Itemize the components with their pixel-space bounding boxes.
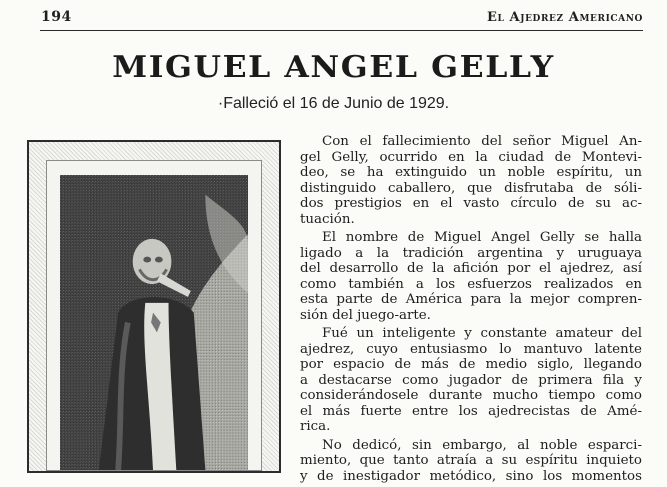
paragraph-1	[300, 134, 642, 227]
paragraph-3	[300, 326, 642, 435]
text-line: gel Gelly, ocurrido en la ciudad de Montevi-	[300, 149, 642, 165]
text-line: a destacarse como jugador de primera fila y	[300, 372, 642, 388]
running-title: El Ajedrez Americano	[486, 10, 643, 25]
text-line: Con el fallecimiento del señor Miguel An-	[322, 134, 642, 149]
text-line: distinguido caballero, que disfrutaba de sóli-	[300, 180, 642, 196]
paragraph-4	[300, 438, 642, 485]
text-line: miento, que tanto atraía a su espíritu inquieto	[300, 453, 642, 468]
text-line: dos prestigios en el vasto círculo de su ac-	[300, 196, 642, 211]
text-line: por espacio de más de medio siglo, llegando	[300, 357, 642, 372]
text-line: tuación.	[300, 211, 355, 227]
paragraph-2	[300, 230, 642, 323]
text-line: Fué un inteligente y constante amateur del	[322, 326, 642, 341]
text-line: No dedicó, sin embargo, al noble esparci-	[322, 437, 642, 453]
portrait-mat	[46, 160, 262, 471]
article-subtitle: ·Falleció el 16 de Junio de 1929.	[217, 95, 450, 112]
portrait-photo-icon	[60, 175, 248, 470]
text-line: ligado a la tradición argentina y uruguaya	[300, 245, 642, 261]
text-line: esta parte de América para la mejor compren-	[300, 292, 642, 307]
text-line: el más fuerte entre los ajedrecistas de Amé-	[300, 403, 642, 419]
text-line: del desarrollo de la afición por el ajedrez, así	[300, 261, 642, 276]
page-number: 194	[41, 9, 72, 25]
text-line: El nombre de Miguel Angel Gelly se halla	[322, 230, 642, 245]
text-line: rica.	[300, 419, 331, 434]
article-body	[300, 134, 642, 487]
text-line: y de inestigador metódico, sino los momentos	[300, 468, 642, 484]
text-line: sión del juego-arte.	[300, 307, 431, 323]
text-line: deo, se ha extinguido un noble espíritu, un	[300, 165, 642, 180]
article-title: MIGUEL ANGEL GELLY	[112, 50, 555, 85]
text-line: considerándosele durante mucho tiempo como	[300, 388, 642, 403]
text-line: como también a los esfuerzos realizados en	[300, 276, 642, 292]
portrait-illustration	[60, 175, 248, 470]
text-line: ajedrez, cuyo entusiasmo lo mantuvo latente	[300, 341, 642, 357]
header-rule	[40, 30, 643, 31]
portrait-frame	[27, 140, 281, 473]
